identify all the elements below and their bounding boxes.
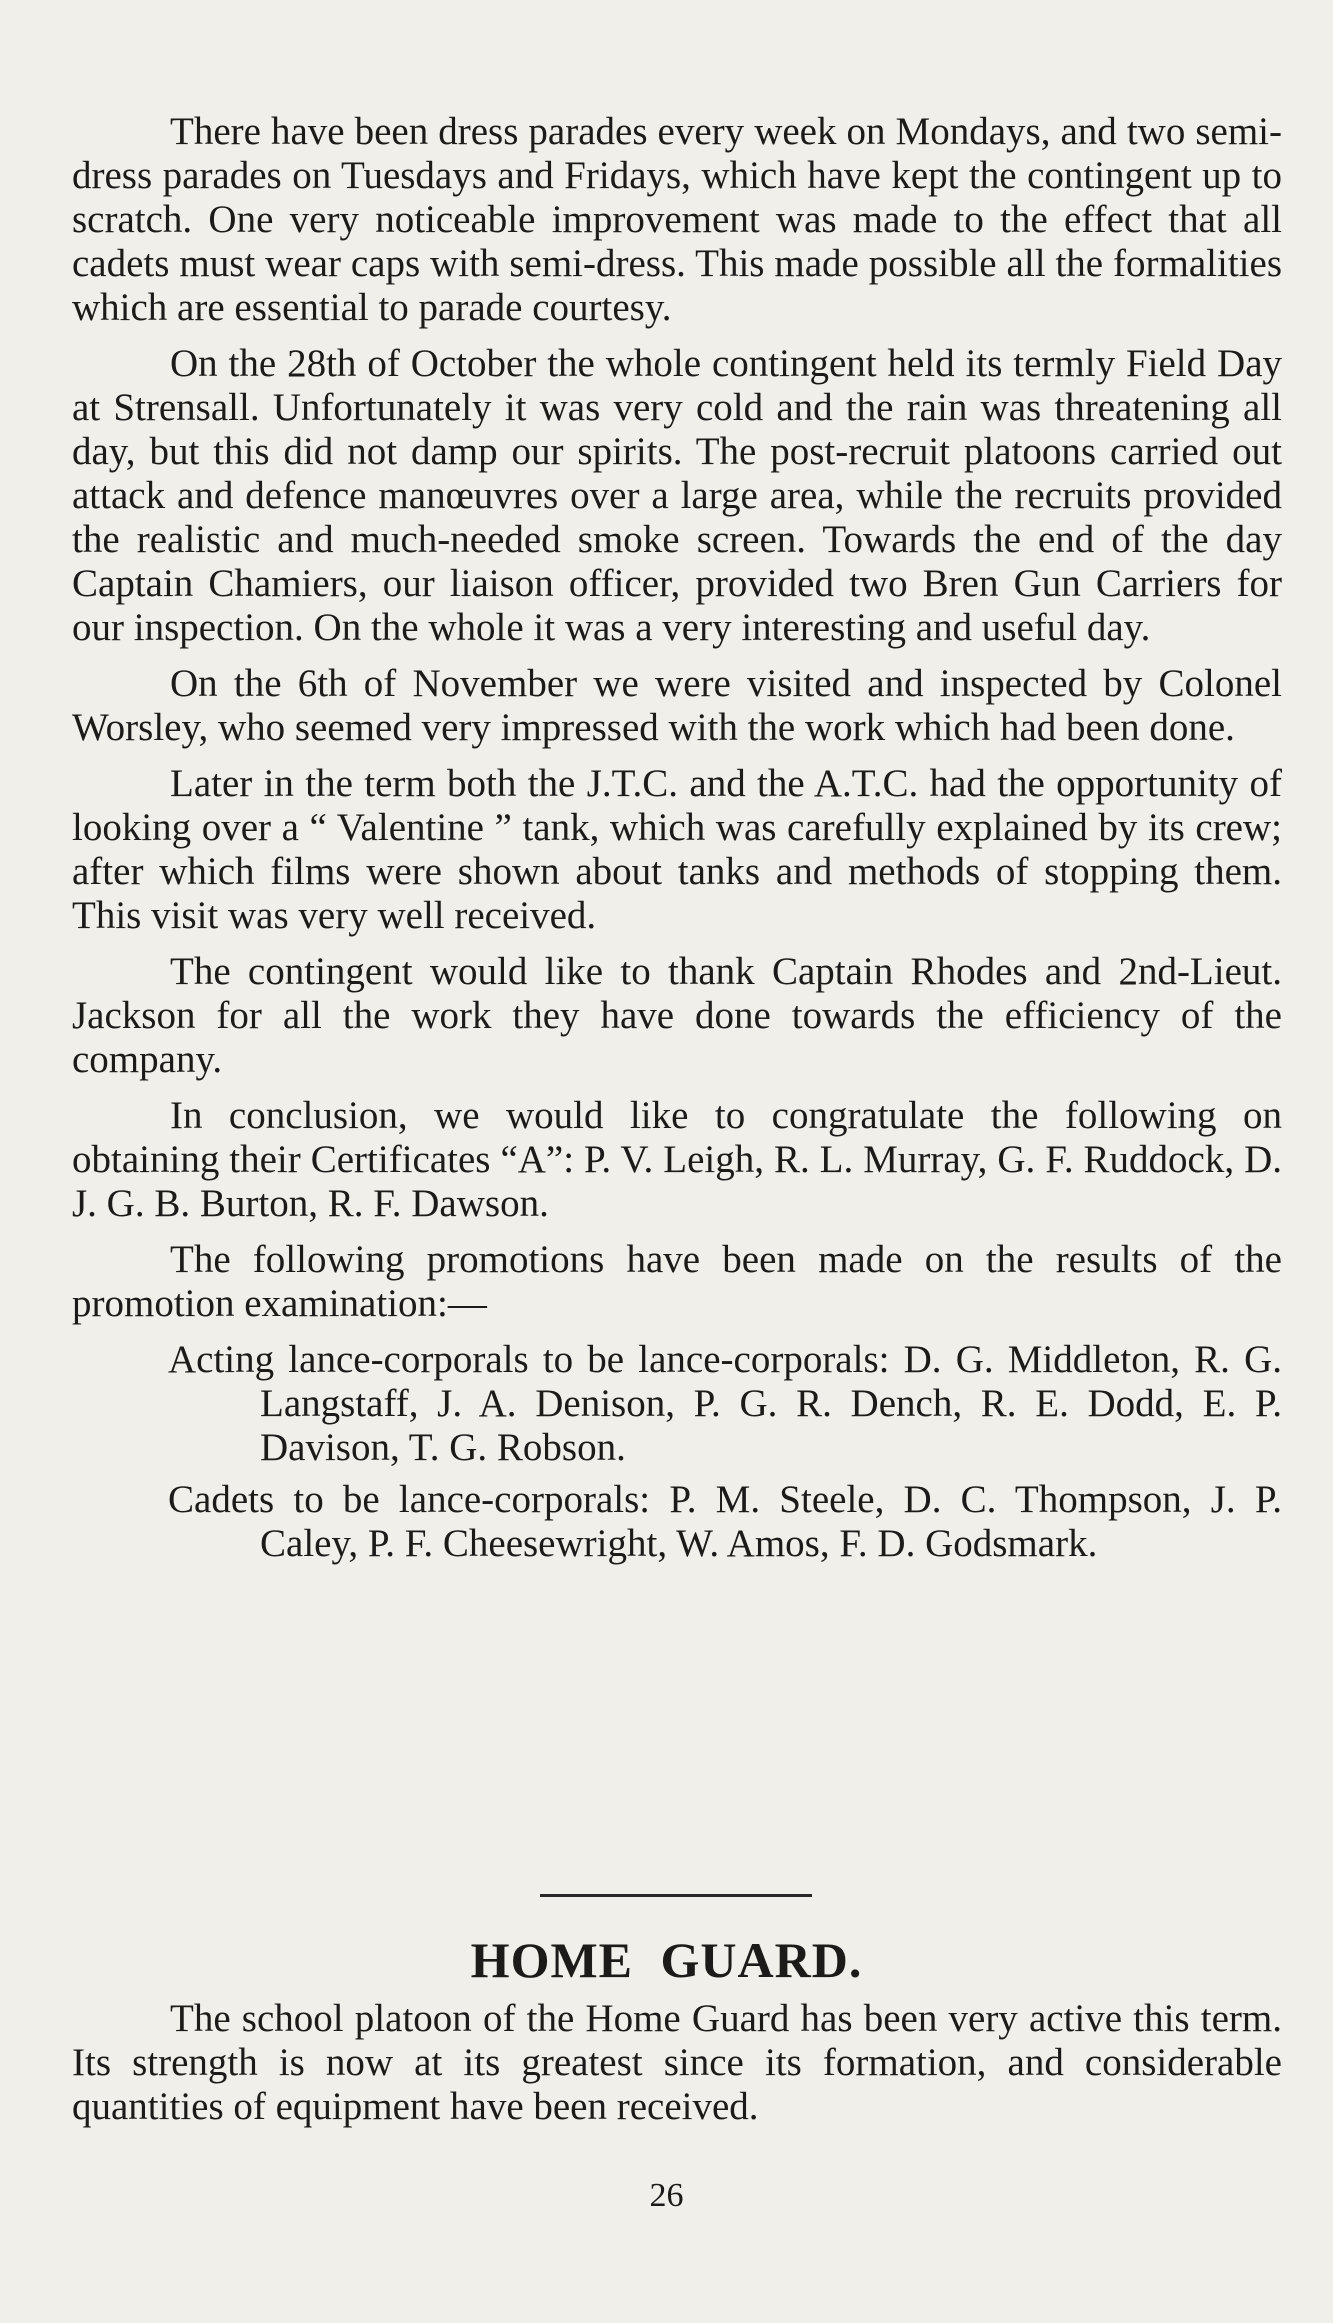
- promotion-list-item: Acting lance-corporals to be lance-corporals: D. G. Middleton, R. G. Langstaff, J. A. Denison, P. G. R. Dench, R. E. Dodd, E. P. Davison, T. G. Robson.: [168, 1338, 1282, 1469]
- jtc-section: [72, 110, 1282, 1566]
- home-guard-section: [72, 1997, 1282, 2141]
- paragraph-dress-parades: There have been dress parades every week on Mondays, and two semi-dress parades on Tuesdays and Fridays, which have kept the contingent up to scratch. One very noticeable improvement was made to the effect that all cadets must wear caps with semi-dress. This made possible all the formalities which are essential to parade courtesy.: [72, 110, 1282, 329]
- page-number: 26: [649, 2177, 684, 2214]
- section-divider: [540, 1894, 812, 1897]
- paragraph-promotions-intro: The following promotions have been made on the results of the promotion examination:—: [72, 1238, 1282, 1325]
- home-guard-heading: HOME GUARD.: [470, 1932, 863, 1988]
- paragraph-home-guard: The school platoon of the Home Guard has been very active this term. Its strength is now at its greatest since its formation, and considerable quantities of equipment have been received.: [72, 1997, 1282, 2128]
- promotion-list-item: Cadets to be lance-corporals: P. M. Steele, D. C. Thompson, J. P. Caley, P. F. Cheesewright, W. Amos, F. D. Godsmark.: [168, 1478, 1282, 1565]
- paragraph-valentine-tank: Later in the term both the J.T.C. and the A.T.C. had the opportunity of looking over a “ Valentine ” tank, which was carefully explained by its crew; after which films were shown about tanks and methods of stopping them. This visit was very well received.: [72, 762, 1282, 937]
- paragraph-field-day: On the 28th of October the whole contingent held its termly Field Day at Strensall. Unfortunately it was very cold and the rain was threatening all day, but this did not damp our spirits. The post-recruit platoons carried out attack and defence manœuvres over a large area, while the recruits provided the realistic and much-needed smoke screen. Towards the end of the day Captain Chamiers, our liaison officer, provided two Bren Gun Carriers for our inspection. On the whole it was a very interesting and useful day.: [72, 342, 1282, 649]
- paragraph-certificates: In conclusion, we would like to congratulate the following on obtaining their Certificates “A”: P. V. Leigh, R. L. Murray, G. F. Ruddock, D. J. G. B. Burton, R. F. Dawson.: [72, 1094, 1282, 1225]
- paragraph-thanks: The contingent would like to thank Captain Rhodes and 2nd-Lieut. Jackson for all the work they have done towards the efficiency of the company.: [72, 950, 1282, 1081]
- paragraph-inspection: On the 6th of November we were visited and inspected by Colonel Worsley, who seemed very impressed with the work which had been done.: [72, 662, 1282, 749]
